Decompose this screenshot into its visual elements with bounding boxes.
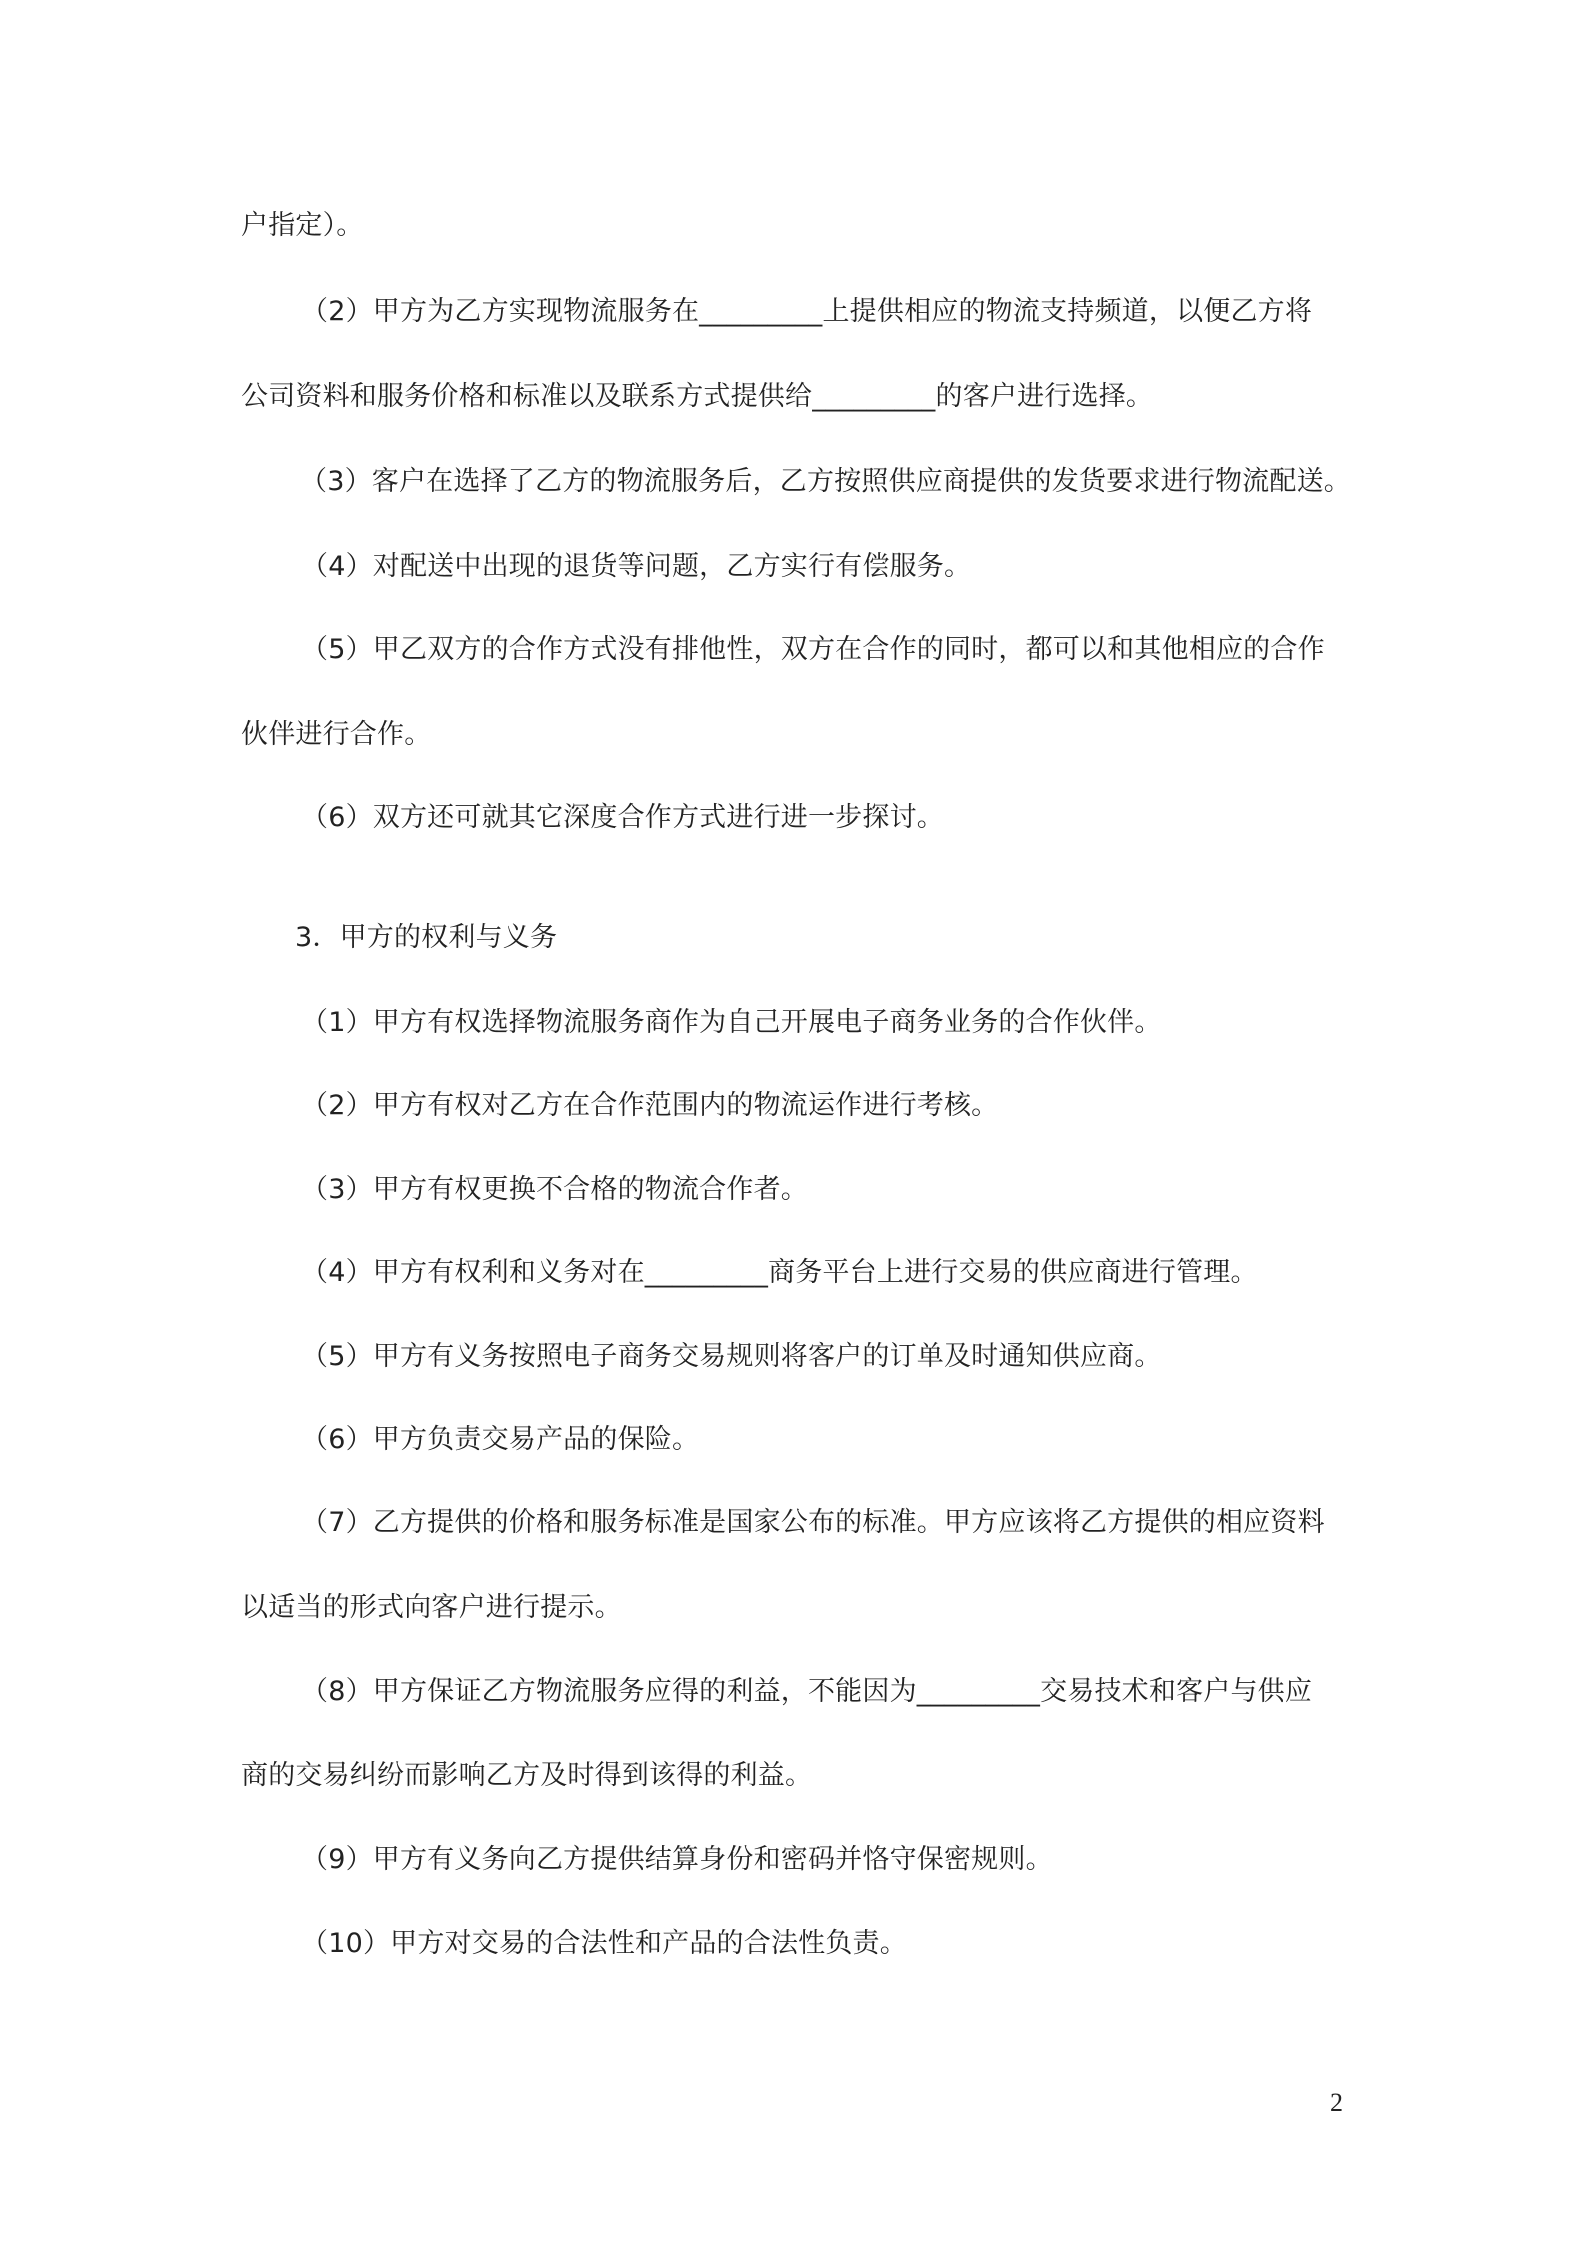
text-line: 公司资料和服务价格和标准以及联系方式提供给_________的客户进行选择。 bbox=[241, 381, 1154, 412]
text-line: 以适当的形式向客户进行提示。 bbox=[241, 1592, 622, 1623]
text-line: （5）甲乙双方的合作方式没有排他性，双方在合作的同时，都可以和其他相应的合作 bbox=[301, 634, 1325, 665]
text-line: （6）甲方负责交易产品的保险。 bbox=[301, 1424, 700, 1455]
text-line: 伙伴进行合作。 bbox=[241, 719, 432, 750]
text-line: 商的交易纠纷而影响乙方及时得到该得的利益。 bbox=[241, 1760, 813, 1791]
text-line: （10）甲方对交易的合法性和产品的合法性负责。 bbox=[301, 1928, 907, 1959]
text-line: （4）甲方有权利和义务对在_________商务平台上进行交易的供应商进行管理。 bbox=[301, 1257, 1258, 1288]
text-line: （4）对配送中出现的退货等问题，乙方实行有偿服务。 bbox=[301, 551, 972, 582]
text-line: （9）甲方有义务向乙方提供结算身份和密码并恪守保密规则。 bbox=[301, 1844, 1053, 1875]
text-line: （8）甲方保证乙方物流服务应得的利益，不能因为_________交易技术和客户与供应 bbox=[301, 1676, 1313, 1707]
section-heading: 3．甲方的权利与义务 bbox=[295, 922, 558, 953]
text-line: （5）甲方有义务按照电子商务交易规则将客户的订单及时通知供应商。 bbox=[301, 1341, 1162, 1372]
text-line: （6）双方还可就其它深度合作方式进行进一步探讨。 bbox=[301, 802, 944, 833]
page-number: 2 bbox=[1330, 2088, 1343, 2117]
text-line: （7）乙方提供的价格和服务标准是国家公布的标准。甲方应该将乙方提供的相应资料 bbox=[301, 1507, 1325, 1538]
text-line: （3）客户在选择了乙方的物流服务后，乙方按照供应商提供的发货要求进行物流配送。 bbox=[300, 466, 1351, 497]
text-line: 户指定）。 bbox=[241, 210, 364, 241]
text-line: （2）甲方为乙方实现物流服务在_________上提供相应的物流支持频道，以便乙方将 bbox=[301, 296, 1313, 327]
text-line: （1）甲方有权选择物流服务商作为自己开展电子商务业务的合作伙伴。 bbox=[301, 1007, 1162, 1038]
text-line: （2）甲方有权对乙方在合作范围内的物流运作进行考核。 bbox=[301, 1090, 999, 1121]
text-line: （3）甲方有权更换不合格的物流合作者。 bbox=[301, 1174, 808, 1205]
